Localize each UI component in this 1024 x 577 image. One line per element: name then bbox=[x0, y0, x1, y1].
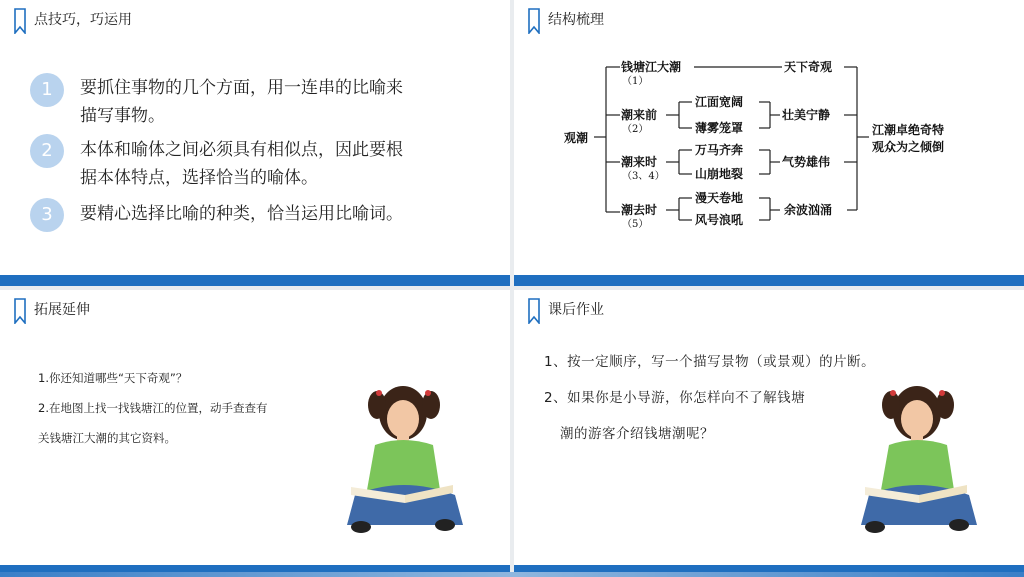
branch-label: 钱塘江大潮 bbox=[621, 60, 682, 74]
point-line: 要精心选择比喻的种类，恰当运用比喻词。 bbox=[80, 204, 403, 224]
diagram-conclusion: 江潮卓绝奇特 bbox=[872, 123, 945, 137]
slide-homework bbox=[514, 290, 1024, 576]
branch-paragraph: （2） bbox=[622, 124, 649, 135]
branch-paragraph: （5） bbox=[622, 219, 649, 230]
branch-result: 气势雄伟 bbox=[782, 155, 831, 169]
slide-extension bbox=[0, 290, 510, 576]
branch-paragraph: （1） bbox=[622, 76, 649, 87]
girl-reading-illustration bbox=[859, 375, 989, 545]
structure-diagram bbox=[514, 0, 1024, 270]
bookmark-icon bbox=[14, 298, 26, 324]
branch-label: 潮来前 bbox=[621, 108, 658, 122]
branch-label: 潮来时 bbox=[621, 155, 658, 169]
point-number-badge: 2 bbox=[30, 134, 64, 168]
branch-item: 风号浪吼 bbox=[695, 213, 744, 227]
slide-title: 拓展延伸 bbox=[34, 302, 90, 318]
point-line: 据本体特点，选择恰当的喻体。 bbox=[80, 168, 318, 188]
bottom-decoration bbox=[0, 572, 1024, 577]
slide-title: 课后作业 bbox=[548, 302, 604, 318]
point-text bbox=[80, 200, 480, 228]
point-number-badge: 3 bbox=[30, 198, 64, 232]
question-text: 关钱塘江大潮的其它资料。 bbox=[38, 431, 176, 445]
slide-structure bbox=[514, 0, 1024, 286]
homework-item: 2、如果你是小导游，你怎样向不了解钱塘 bbox=[544, 390, 806, 406]
point-text bbox=[80, 136, 480, 192]
question-text: 2.在地图上找一找钱塘江的位置，动手查查有 bbox=[38, 401, 268, 415]
point-line: 本体和喻体之间必须具有相似点，因此要根 bbox=[80, 140, 403, 160]
point-number-badge: 1 bbox=[30, 73, 64, 107]
point-line: 描写事物。 bbox=[80, 106, 165, 126]
point-text bbox=[80, 74, 480, 130]
branch-item: 江面宽阔 bbox=[695, 95, 744, 109]
homework-item: 潮的游客介绍钱塘潮呢？ bbox=[560, 426, 714, 442]
slide-title: 结构梳理 bbox=[548, 12, 604, 28]
question-text: 1.你还知道哪些“天下奇观”？ bbox=[38, 371, 188, 385]
branch-result: 壮美宁静 bbox=[782, 108, 831, 122]
bookmark-icon bbox=[528, 298, 540, 324]
girl-reading-illustration bbox=[345, 375, 475, 545]
diagram-conclusion: 观众为之倾倒 bbox=[872, 140, 945, 154]
branch-item: 漫天卷地 bbox=[695, 191, 744, 205]
branch-label: 潮去时 bbox=[621, 203, 658, 217]
bookmark-icon bbox=[14, 8, 26, 34]
branch-result: 天下奇观 bbox=[784, 60, 833, 74]
footer-bar bbox=[0, 275, 510, 286]
footer-bar bbox=[514, 275, 1024, 286]
point-line: 要抓住事物的几个方面，用一连串的比喻来 bbox=[80, 78, 403, 98]
branch-item: 万马齐奔 bbox=[695, 143, 744, 157]
branch-result: 余波汹涌 bbox=[784, 203, 833, 217]
branch-paragraph: （3、4） bbox=[622, 171, 665, 182]
diagram-root: 观潮 bbox=[564, 131, 589, 145]
branch-item: 薄雾笼罩 bbox=[695, 121, 744, 135]
branch-item: 山崩地裂 bbox=[695, 167, 744, 181]
slide-title: 点技巧，巧运用 bbox=[34, 12, 132, 28]
homework-item: 1、按一定顺序，写一个描写景物（或景观）的片断。 bbox=[544, 354, 876, 370]
slide-techniques bbox=[0, 0, 510, 286]
